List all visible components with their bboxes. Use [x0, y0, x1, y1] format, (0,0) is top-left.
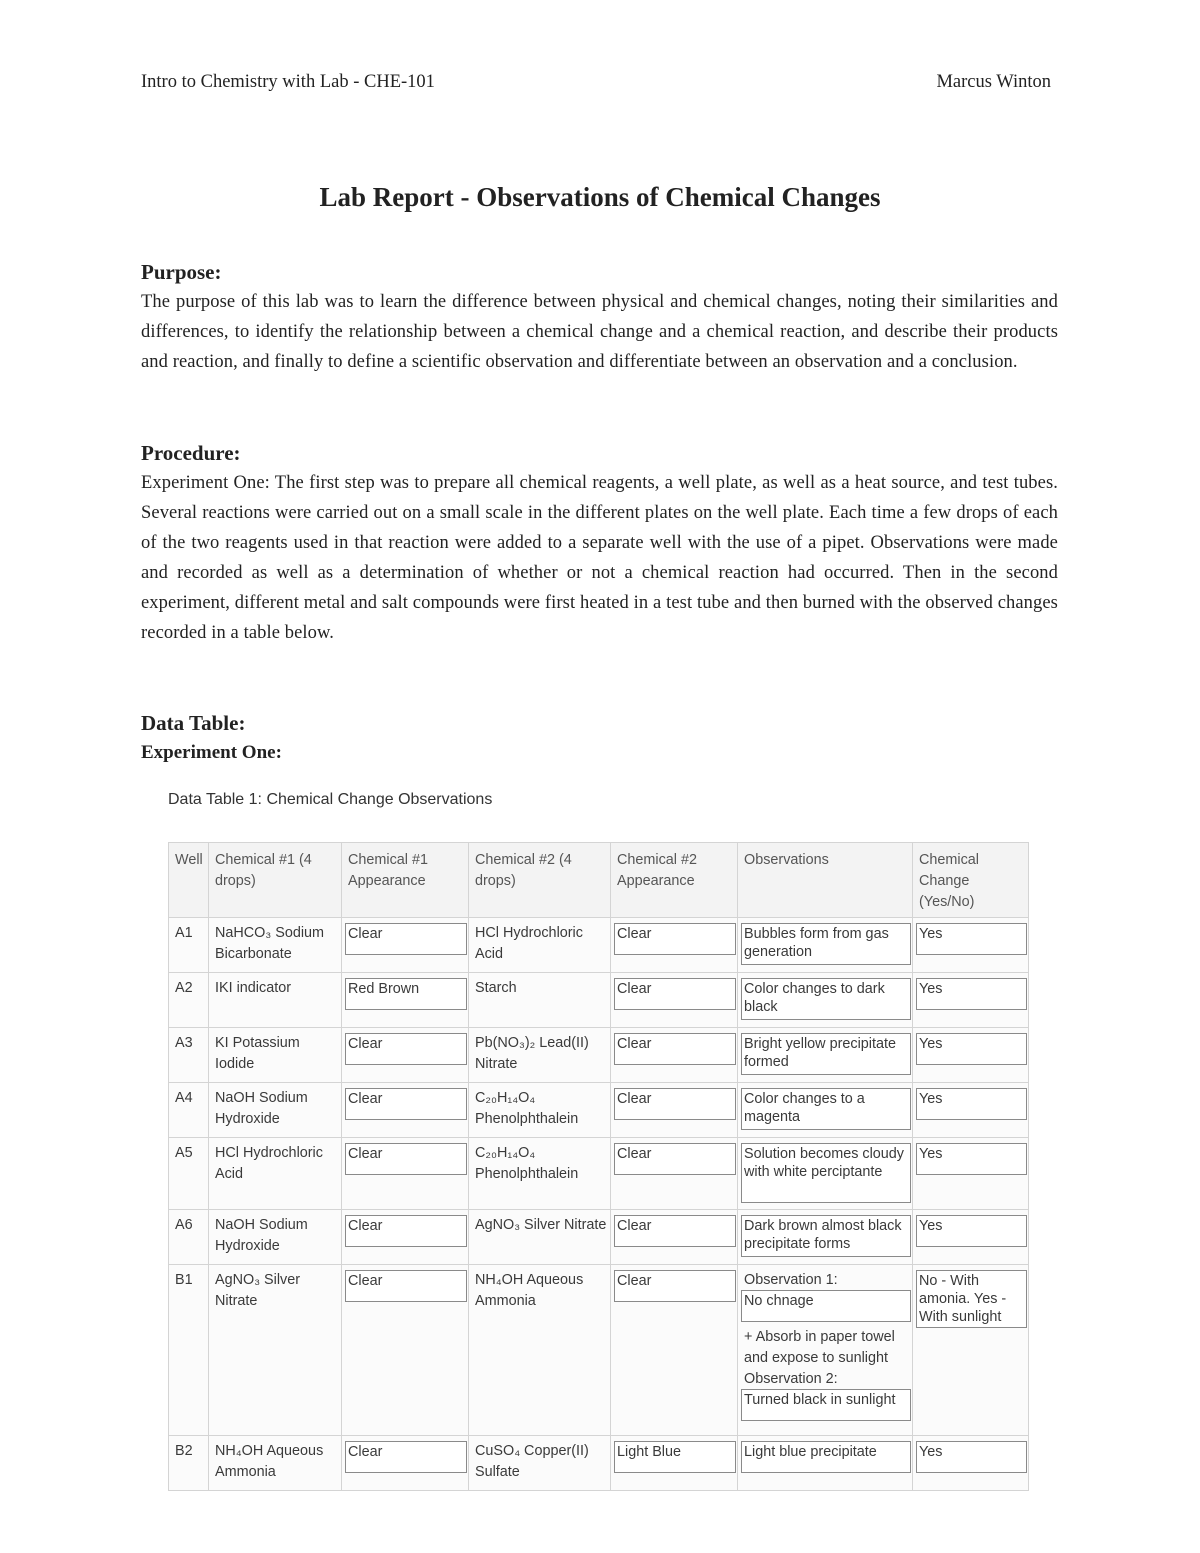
observation-2-field[interactable]: Turned black in sunlight	[741, 1389, 911, 1421]
column-header: Observations	[738, 843, 913, 918]
chemical-2-appearance-field[interactable]: Clear	[614, 1215, 736, 1247]
chemical-2-appearance-field[interactable]: Light Blue	[614, 1441, 736, 1473]
observations-field[interactable]: Dark brown almost black precipitate forms	[741, 1215, 911, 1257]
procedure-text: Experiment One: The first step was to prepare all chemical reagents, a well plate, as well as a heat source, and test tubes. Several reactions were carried out on a small scale in the different plates on the well plate. Each time a few drops of each of the two reagents used in that reaction were added to a separate well with the use of a pipet. Observations were made and recorded as well as a determination of whether or not a chemical reaction had occurred. Then in the second experiment, different metal and salt compounds were first heated in a test tube and then burned with the observed changes recorded in a table below.	[141, 473, 1058, 643]
well-id: A4	[169, 1083, 209, 1138]
chemical-change-field[interactable]: Yes	[916, 1441, 1027, 1473]
observations-field[interactable]: Color changes to a magenta	[741, 1088, 911, 1130]
chemical-1: IKI indicator	[209, 973, 342, 1028]
column-header: Chemical #2 Appearance	[611, 843, 738, 918]
observation-1-label: Observation 1:	[744, 1272, 838, 1288]
table-row	[169, 1028, 1029, 1083]
chemical-2-appearance-field[interactable]: Clear	[614, 923, 736, 955]
column-header: Well	[169, 843, 209, 918]
chemical-change-field[interactable]: Yes	[916, 923, 1027, 955]
chemical-1-appearance-field[interactable]: Clear	[345, 1143, 467, 1175]
chemical-2: NH₄OH Aqueous Ammonia	[469, 1265, 611, 1436]
chemical-1-appearance-field[interactable]: Clear	[345, 1215, 467, 1247]
chemical-1-appearance-field[interactable]: Clear	[345, 1033, 467, 1065]
observation-2-label: Observation 2:	[744, 1371, 838, 1387]
column-header: Chemical Change (Yes/No)	[913, 843, 1029, 918]
procedure-heading: Procedure:	[141, 441, 241, 465]
observations-field[interactable]: Color changes to dark black	[741, 978, 911, 1020]
chemical-2-appearance-field[interactable]: Clear	[614, 1143, 736, 1175]
well-id: B2	[169, 1436, 209, 1491]
well-id: A5	[169, 1138, 209, 1210]
table-row	[169, 1436, 1029, 1491]
chemical-change-table	[168, 842, 1029, 1491]
chemical-1: NaHCO₃ Sodium Bicarbonate	[209, 918, 342, 973]
chemical-2: HCl Hydrochloric Acid	[469, 918, 611, 973]
well-id: A3	[169, 1028, 209, 1083]
procedure-section	[141, 438, 1058, 648]
well-id: A2	[169, 973, 209, 1028]
chemical-change-field[interactable]: Yes	[916, 1143, 1027, 1175]
chemical-2-appearance-field[interactable]: Clear	[614, 1270, 736, 1302]
observations-field[interactable]: Light blue precipitate	[741, 1441, 911, 1473]
chemical-change-field[interactable]: No - With amonia. Yes - With sunlight	[916, 1270, 1027, 1328]
well-id: A6	[169, 1210, 209, 1265]
chemical-change-field[interactable]: Yes	[916, 1088, 1027, 1120]
observations-field[interactable]: Bubbles form from gas generation	[741, 923, 911, 965]
observations-field[interactable]: Solution becomes cloudy with white perciptante	[741, 1143, 911, 1203]
chemical-1-appearance-field[interactable]: Clear	[345, 1270, 467, 1302]
chemical-2: Starch	[469, 973, 611, 1028]
experiment-heading: Experiment One:	[141, 742, 282, 763]
chemical-2-appearance-field[interactable]: Clear	[614, 978, 736, 1010]
chemical-2: AgNO₃ Silver Nitrate	[469, 1210, 611, 1265]
data-table-section	[141, 708, 1058, 768]
column-header: Chemical #2 (4 drops)	[469, 843, 611, 918]
chemical-1: NaOH Sodium Hydroxide	[209, 1210, 342, 1265]
chemical-1-appearance-field[interactable]: Clear	[345, 1441, 467, 1473]
observation-1-field[interactable]: No chnage	[741, 1290, 911, 1322]
chemical-2-appearance-field[interactable]: Clear	[614, 1033, 736, 1065]
chemical-1-appearance-field[interactable]: Clear	[345, 1088, 467, 1120]
data-table-heading: Data Table:	[141, 711, 246, 735]
purpose-text: The purpose of this lab was to learn the difference between physical and chemical changes, noting their similarities and differences, to identify the relationship between a chemical change and a chemical reaction, and describe their products and reaction, and finally to define a scientific observation and differentiate between an observation and a conclusion.	[141, 292, 1058, 372]
chemical-change-field[interactable]: Yes	[916, 1215, 1027, 1247]
chemical-1: NH₄OH Aqueous Ammonia	[209, 1436, 342, 1491]
table-row	[169, 973, 1029, 1028]
author-name: Marcus Winton	[936, 72, 1051, 92]
chemical-1-appearance-field[interactable]: Clear	[345, 923, 467, 955]
well-id: B1	[169, 1265, 209, 1436]
chemical-2: Pb(NO₃)₂ Lead(II) Nitrate	[469, 1028, 611, 1083]
observation-note: + Absorb in paper towel and expose to sunlight	[744, 1329, 895, 1366]
table-row	[169, 1210, 1029, 1265]
report-title: Lab Report - Observations of Chemical Changes	[319, 182, 881, 212]
purpose-section	[141, 257, 1058, 377]
observations-field[interactable]: Bright yellow precipitate formed	[741, 1033, 911, 1075]
chemical-1: AgNO₃ Silver Nitrate	[209, 1265, 342, 1436]
purpose-heading: Purpose:	[141, 260, 222, 284]
column-header: Chemical #1 (4 drops)	[209, 843, 342, 918]
well-id: A1	[169, 918, 209, 973]
chemical-1-appearance-field[interactable]: Red Brown	[345, 978, 467, 1010]
chemical-1: KI Potassium Iodide	[209, 1028, 342, 1083]
table-row	[169, 918, 1029, 973]
table-row	[169, 1138, 1029, 1210]
table-caption: Data Table 1: Chemical Change Observations	[168, 791, 493, 808]
table-row	[169, 1265, 1029, 1436]
chemical-2: CuSO₄ Copper(II) Sulfate	[469, 1436, 611, 1491]
table-row	[169, 1083, 1029, 1138]
table-header-row	[169, 843, 1029, 918]
chemical-2: C₂₀H₁₄O₄ Phenolphthalein	[469, 1138, 611, 1210]
course-header: Intro to Chemistry with Lab - CHE-101	[141, 72, 435, 92]
chemical-2-appearance-field[interactable]: Clear	[614, 1088, 736, 1120]
column-header: Chemical #1 Appearance	[342, 843, 469, 918]
chemical-1: HCl Hydrochloric Acid	[209, 1138, 342, 1210]
chemical-1: NaOH Sodium Hydroxide	[209, 1083, 342, 1138]
chemical-change-field[interactable]: Yes	[916, 1033, 1027, 1065]
chemical-2: C₂₀H₁₄O₄ Phenolphthalein	[469, 1083, 611, 1138]
chemical-change-field[interactable]: Yes	[916, 978, 1027, 1010]
